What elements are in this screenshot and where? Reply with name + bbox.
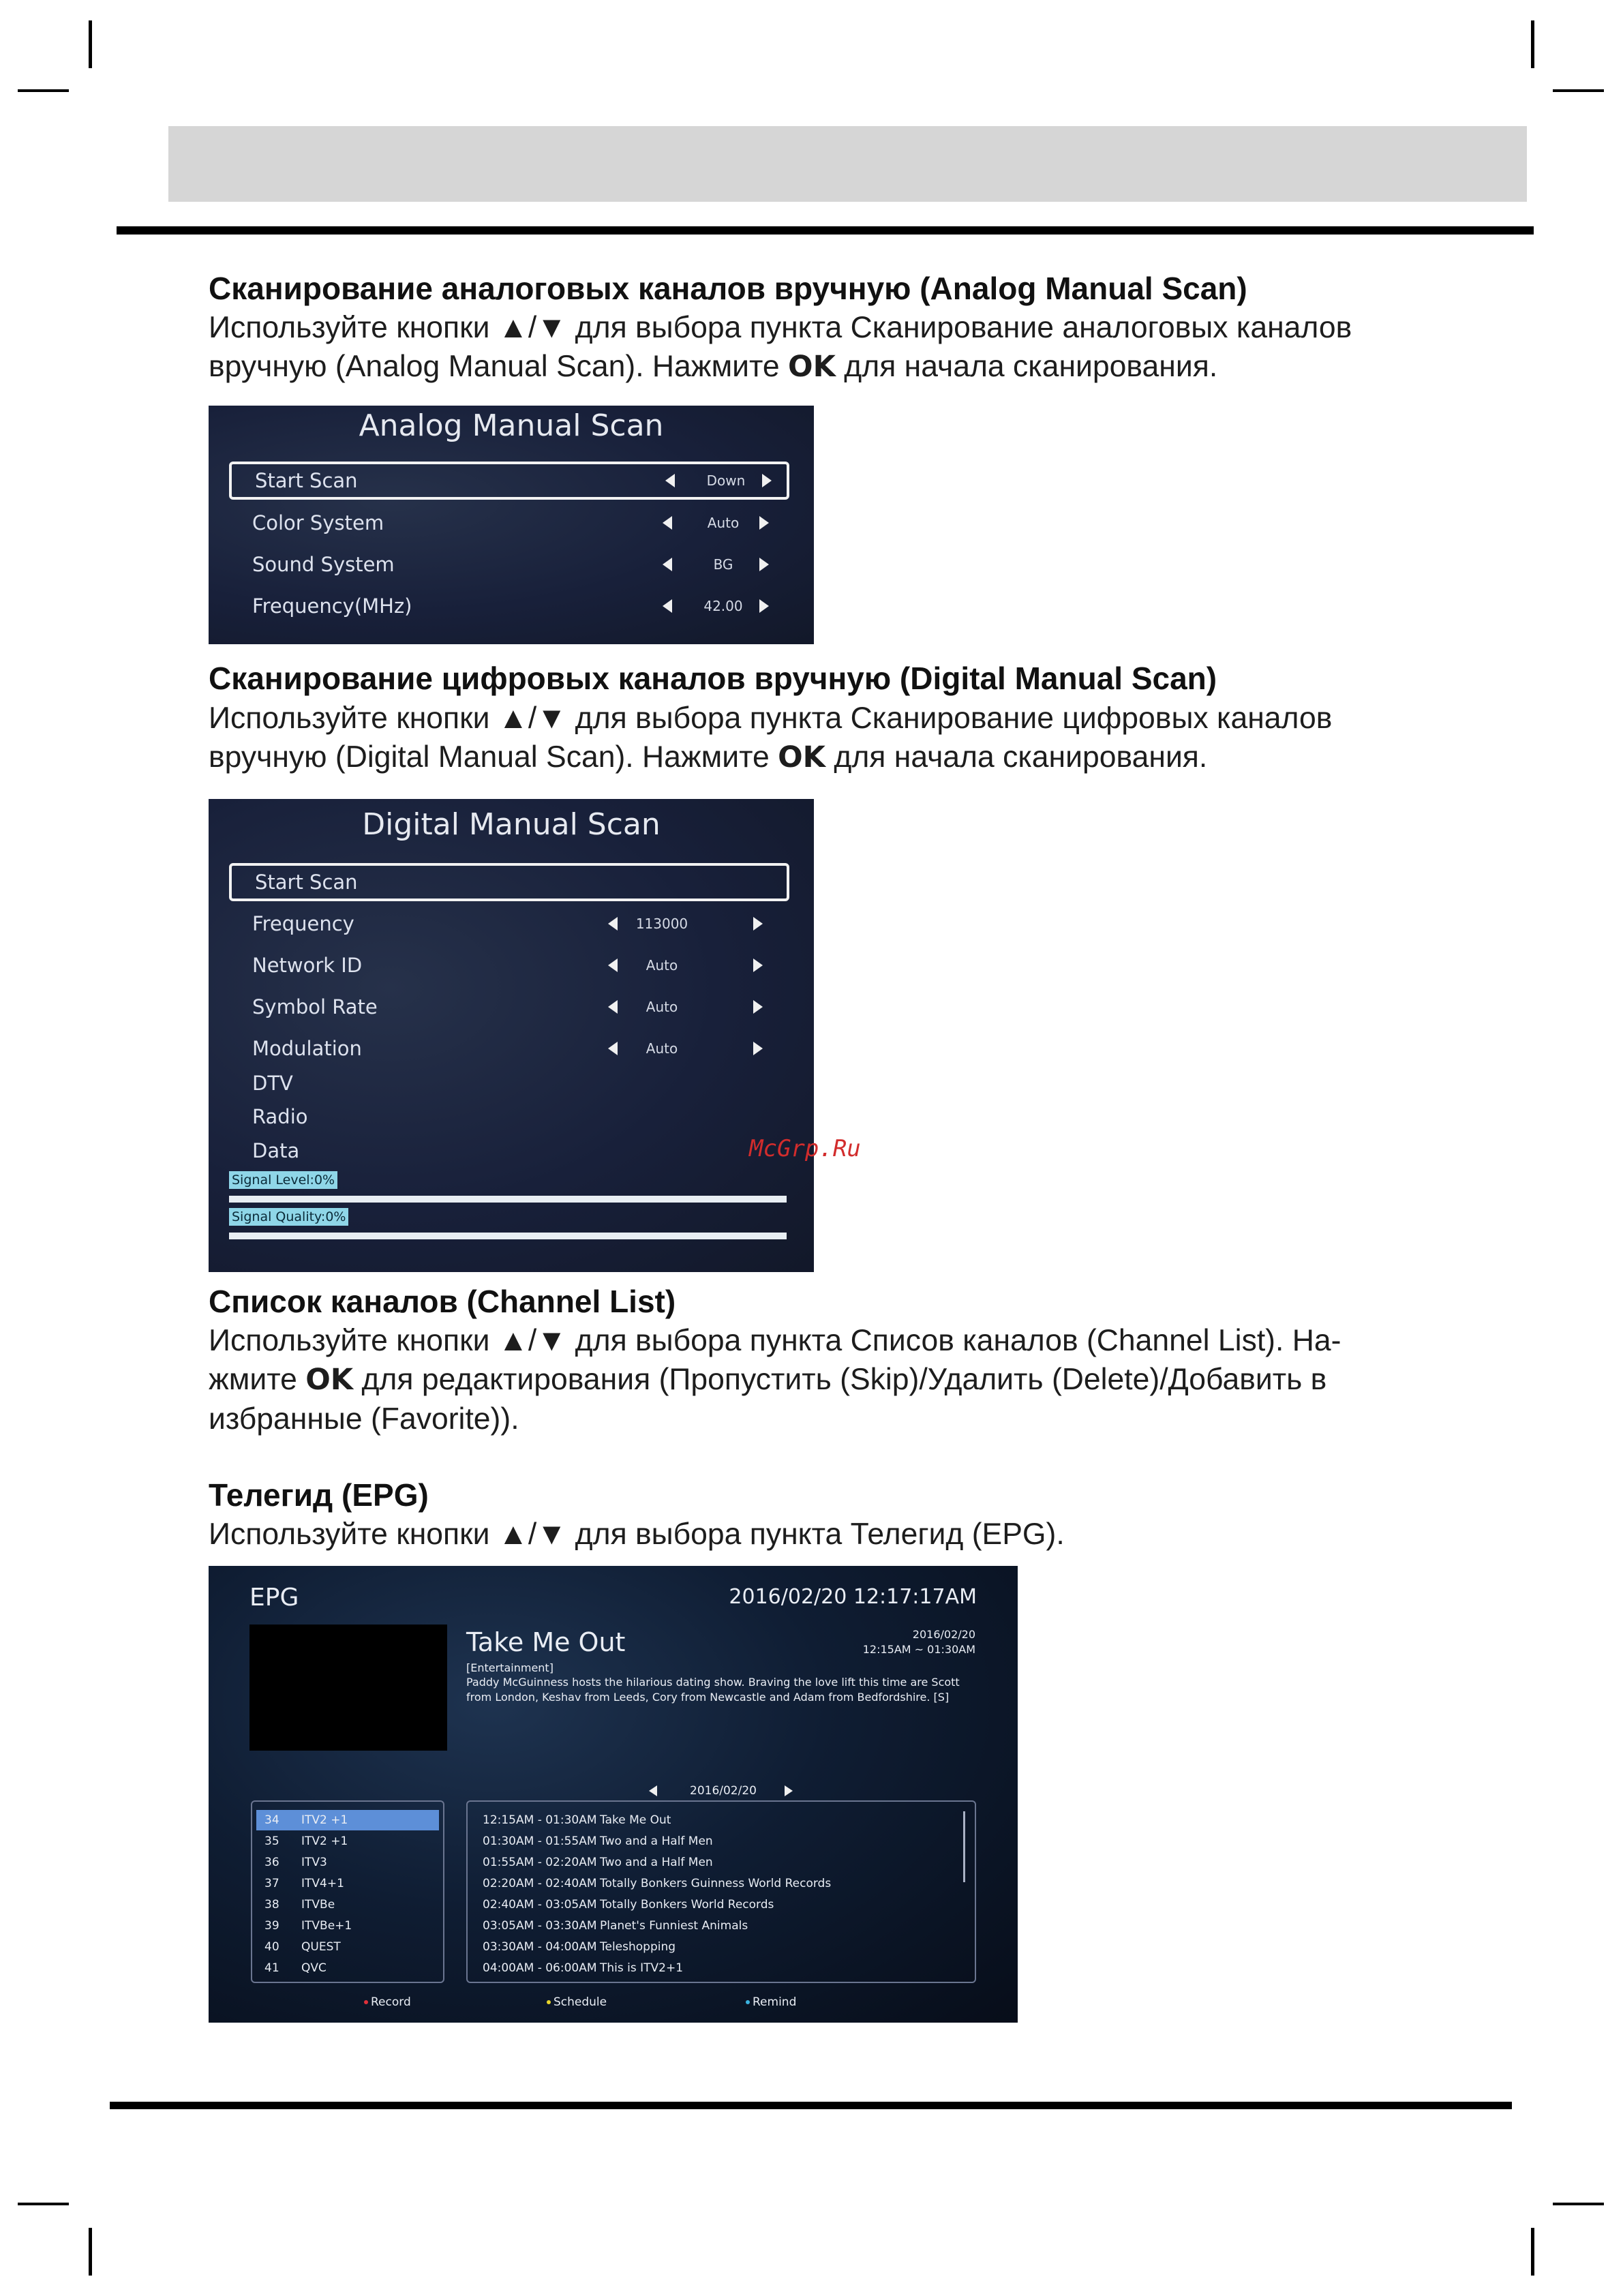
row-value: Down (706, 472, 746, 489)
row-label: Start Scan (255, 469, 358, 492)
event-time: 04:00AM - 06:00AM (483, 1961, 597, 1975)
program-genre: [Entertainment] (466, 1661, 553, 1674)
legend-label: Remind (753, 1995, 797, 2009)
arrow-right-icon[interactable] (762, 474, 772, 487)
event-title: Totally Bonkers World Records (600, 1898, 774, 1912)
menu-row-color-system[interactable] (229, 504, 789, 542)
epg-screen (209, 1566, 1018, 2023)
channel-number: 41 (264, 1961, 279, 1975)
section-text-channel-list (209, 1321, 1422, 1438)
schedule-item[interactable] (483, 1937, 960, 1957)
channel-number: 35 (264, 1834, 279, 1848)
signal-level-bar (229, 1196, 787, 1203)
channel-number: 38 (264, 1898, 279, 1912)
section-text-epg (209, 1515, 1422, 1554)
channel-item[interactable] (256, 1937, 439, 1957)
arrow-right-icon[interactable] (753, 1042, 763, 1055)
event-time: 03:05AM - 03:30AM (483, 1919, 597, 1933)
arrow-right-icon[interactable] (753, 958, 763, 972)
text-line: жмите OK для редактирования (Пропустить (Skip)/Удалить (Delete)/Добавить в (209, 1363, 1327, 1397)
channel-name: QUEST (301, 1940, 341, 1954)
row-label: Frequency (252, 912, 354, 935)
scrollbar[interactable] (963, 1811, 965, 1882)
digital-manual-scan-screen (209, 799, 814, 1272)
crop-mark (18, 89, 69, 92)
crop-mark (89, 2228, 92, 2276)
row-value: 42.00 (703, 598, 743, 614)
info-row-radio (229, 1101, 789, 1132)
channel-number: 34 (264, 1813, 279, 1827)
text-line: Используйте кнопки ▲/▼ для выбора пункта Телегид (EPG). (209, 1517, 1065, 1551)
channel-item[interactable] (256, 1873, 439, 1894)
crop-mark (89, 20, 92, 68)
section-heading-digital: Сканирование цифровых каналов вручную (Digital Manual Scan) (209, 661, 1217, 696)
date-navigator (209, 1783, 1018, 1799)
signal-quality-bar (229, 1233, 787, 1239)
channel-name: QVC (301, 1961, 327, 1975)
channel-number: 39 (264, 1919, 279, 1933)
epg-title: EPG (249, 1584, 299, 1612)
arrow-right-icon[interactable] (753, 1000, 763, 1014)
schedule-item[interactable] (483, 1852, 960, 1873)
channel-item[interactable] (256, 1894, 439, 1915)
crop-mark (1553, 2203, 1604, 2205)
screen-title: Analog Manual Scan (359, 408, 664, 443)
event-time: 12:15AM - 01:30AM (483, 1813, 597, 1827)
program-title: Take Me Out (466, 1627, 626, 1657)
menu-row-start-scan[interactable] (229, 863, 789, 901)
crop-mark (1531, 20, 1534, 68)
arrow-left-icon[interactable] (665, 474, 675, 487)
row-value: Auto (646, 1040, 678, 1057)
row-value: BG (713, 556, 733, 573)
row-value: Auto (646, 999, 678, 1015)
event-time: 01:55AM - 02:20AM (483, 1856, 597, 1869)
program-date: 2016/02/20 (912, 1628, 975, 1641)
video-preview (249, 1625, 447, 1751)
watermark: McGrp.Ru (749, 1135, 861, 1162)
arrow-left-icon[interactable] (663, 599, 672, 613)
event-title: Two and a Half Men (600, 1834, 713, 1848)
channel-number: 36 (264, 1856, 279, 1869)
channel-item[interactable] (256, 1831, 439, 1852)
analog-manual-scan-screen (209, 406, 814, 644)
menu-row-sound-system[interactable] (229, 545, 789, 584)
menu-row-start-scan[interactable] (229, 462, 789, 500)
event-title: Totally Bonkers Guinness World Records (600, 1877, 832, 1890)
program-time: 12:15AM ~ 01:30AM (862, 1643, 975, 1656)
arrow-right-icon[interactable] (759, 558, 769, 571)
row-label: Start Scan (255, 871, 358, 894)
bottom-rule (110, 2102, 1512, 2109)
channel-name: ITV2 +1 (301, 1834, 348, 1848)
row-value: Auto (707, 515, 740, 531)
arrow-left-icon[interactable] (663, 558, 672, 571)
channel-item[interactable] (256, 1916, 439, 1936)
record-dot-icon (364, 2000, 368, 2004)
event-title: Teleshopping (600, 1940, 676, 1954)
row-label: Symbol Rate (252, 995, 378, 1018)
schedule-item[interactable] (483, 1831, 960, 1852)
arrow-left-icon[interactable] (663, 516, 672, 530)
schedule-list (466, 1800, 976, 1983)
channel-name: ITV3 (301, 1856, 327, 1869)
legend-remind[interactable] (746, 1995, 796, 2009)
event-time: 02:40AM - 03:05AM (483, 1898, 597, 1912)
menu-row-symbol-rate[interactable] (229, 988, 789, 1026)
arrow-right-icon[interactable] (759, 516, 769, 530)
remind-dot-icon (746, 2000, 750, 2004)
menu-row-modulation[interactable] (229, 1029, 789, 1068)
legend-label: Record (371, 1995, 411, 2009)
legend-record[interactable] (364, 1995, 411, 2009)
channel-number: 40 (264, 1940, 279, 1954)
row-label: Color System (252, 511, 384, 534)
channel-list (251, 1800, 444, 1983)
channel-name: ITVBe (301, 1898, 335, 1912)
info-row-dtv (229, 1068, 789, 1099)
section-heading-analog: Сканирование аналоговых каналов вручную (Analog Manual Scan) (209, 271, 1247, 306)
row-label: Data (252, 1139, 300, 1162)
menu-row-frequency[interactable] (229, 905, 789, 943)
row-label: Network ID (252, 954, 363, 977)
arrow-left-icon[interactable] (649, 1785, 657, 1796)
legend-label: Schedule (553, 1995, 607, 2009)
row-label: Radio (252, 1105, 308, 1128)
menu-row-network-id[interactable] (229, 946, 789, 984)
section-text-analog (209, 308, 1422, 387)
arrow-right-icon[interactable] (759, 599, 769, 613)
event-title: This is ITV2+1 (600, 1961, 684, 1975)
nav-date: 2016/02/20 (690, 1784, 757, 1798)
channel-name: ITV2 +1 (301, 1813, 348, 1827)
channel-item[interactable] (256, 1852, 439, 1873)
text-line: вручную (Analog Manual Scan). Нажмите OK для начала сканирования. (209, 350, 1218, 384)
event-title: Two and a Half Men (600, 1856, 713, 1869)
channel-item[interactable] (256, 1810, 439, 1830)
signal-quality-label: Signal Quality:0% (229, 1208, 348, 1226)
program-datetime (863, 1627, 975, 1657)
arrow-right-icon[interactable] (753, 917, 763, 931)
row-value: 113000 (635, 916, 688, 932)
schedule-item[interactable] (483, 1958, 960, 1978)
signal-level-label: Signal Level:0% (229, 1171, 337, 1189)
schedule-item[interactable] (483, 1873, 960, 1894)
row-label: Frequency(MHz) (252, 594, 412, 618)
crop-mark (1553, 89, 1604, 92)
top-rule (117, 226, 1534, 235)
schedule-item[interactable] (483, 1916, 960, 1936)
row-label: DTV (252, 1072, 293, 1095)
event-time: 03:30AM - 04:00AM (483, 1940, 597, 1954)
program-description: Paddy McGuinness hosts the hilarious dating show. Braving the love lift this time are Scott from London, Keshav from Leeds, Cory from Newcastle and Adam from Bedfordshire. [S] (466, 1676, 960, 1704)
arrow-right-icon[interactable] (785, 1785, 793, 1796)
text-line: Используйте кнопки ▲/▼ для выбора пункта Сканирование цифровых каналов (209, 701, 1333, 735)
channel-name: ITVBe+1 (301, 1919, 352, 1933)
text-line: Используйте кнопки ▲/▼ для выбора пункта Списов каналов (Channel List). На- (209, 1324, 1341, 1357)
text-line: избранные (Favorite)). (209, 1402, 519, 1436)
event-title: Planet's Funniest Animals (600, 1919, 748, 1933)
schedule-dot-icon (547, 2000, 551, 2004)
legend-schedule[interactable] (547, 1995, 607, 2009)
row-label: Modulation (252, 1037, 362, 1060)
schedule-item[interactable] (483, 1894, 960, 1915)
schedule-item[interactable] (483, 1810, 960, 1830)
section-text-digital (209, 699, 1422, 777)
event-time: 01:30AM - 01:55AM (483, 1834, 597, 1848)
info-row-data (229, 1135, 789, 1166)
event-title: Take Me Out (600, 1813, 671, 1827)
epg-clock: 2016/02/20 12:17:17AM (729, 1585, 977, 1609)
header-band (168, 126, 1527, 202)
event-time: 02:20AM - 02:40AM (483, 1877, 597, 1890)
channel-item[interactable] (256, 1958, 439, 1978)
crop-mark (1531, 2228, 1534, 2276)
section-heading-epg: Телегид (EPG) (209, 1477, 429, 1513)
text-line: вручную (Digital Manual Scan). Нажмите OK для начала сканирования. (209, 740, 1208, 774)
menu-row-frequency[interactable] (229, 587, 789, 625)
crop-mark (18, 2203, 69, 2205)
text-line: Используйте кнопки ▲/▼ для выбора пункта Сканирование аналоговых каналов (209, 311, 1352, 344)
channel-name: ITV4+1 (301, 1877, 344, 1890)
row-value: Auto (646, 957, 678, 973)
section-heading-channel-list: Список каналов (Channel List) (209, 1284, 676, 1319)
screen-title: Digital Manual Scan (362, 807, 661, 842)
channel-number: 37 (264, 1877, 279, 1890)
row-label: Sound System (252, 553, 395, 576)
